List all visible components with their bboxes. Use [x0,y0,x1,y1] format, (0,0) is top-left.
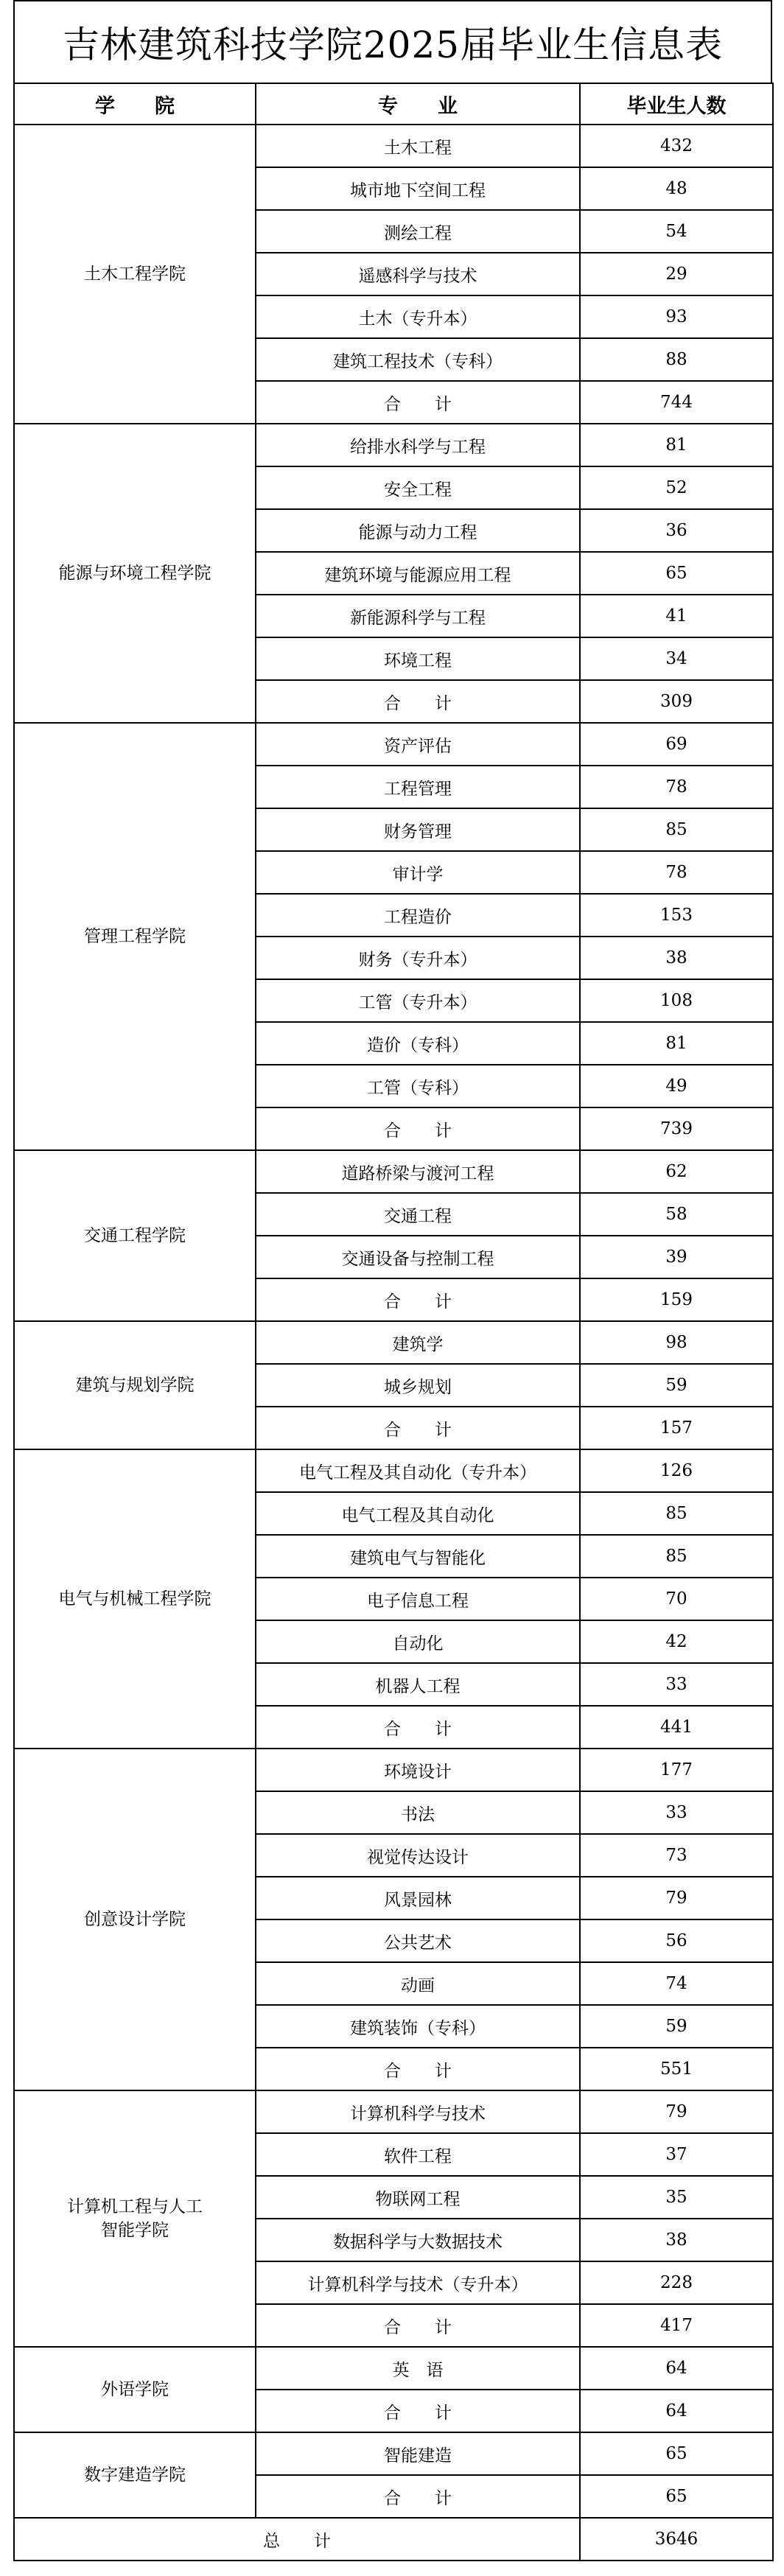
major-name: 建筑电气与智能化 [256,1535,580,1578]
table-row [14,2432,773,2475]
major-name: 土木工程 [256,125,580,167]
major-name: 安全工程 [256,466,580,509]
subtotal-label: 合 计 [256,1407,580,1449]
table-row [14,2090,773,2133]
major-name: 软件工程 [256,2133,580,2176]
table-header-row [14,83,773,125]
graduate-count: 64 [580,2347,773,2390]
subtotal-label: 合 计 [256,1278,580,1321]
graduate-count: 81 [580,1022,773,1065]
major-name: 视觉传达设计 [256,1834,580,1877]
graduate-count: 49 [580,1065,773,1107]
graduate-count: 73 [580,1834,773,1877]
major-name: 财务管理 [256,808,580,851]
graduate-count: 38 [580,2219,773,2261]
major-name: 新能源科学与工程 [256,595,580,637]
header-major: 专 业 [256,83,580,125]
college-name [14,2090,256,2347]
graduate-count: 48 [580,167,773,210]
graduate-count: 36 [580,509,773,552]
major-name: 英 语 [256,2347,580,2390]
major-name: 建筑环境与能源应用工程 [256,552,580,595]
major-name: 城乡规划 [256,1364,580,1407]
graduate-count: 228 [580,2261,773,2304]
major-name: 计算机科学与技术 [256,2090,580,2133]
graduate-count: 34 [580,637,773,680]
major-name: 建筑工程技术（专科） [256,338,580,381]
graduate-count: 79 [580,2090,773,2133]
major-name: 智能建造 [256,2432,580,2475]
graduate-count: 177 [580,1749,773,1791]
graduate-count: 74 [580,1962,773,2005]
major-name: 土木（专升本） [256,295,580,338]
header-count: 毕业生人数 [580,83,773,125]
major-name: 数据科学与大数据技术 [256,2219,580,2261]
major-name: 电气工程及其自动化（专升本） [256,1449,580,1492]
major-name: 城市地下空间工程 [256,167,580,210]
graduate-count: 153 [580,894,773,937]
subtotal-label: 合 计 [256,2048,580,2090]
major-name: 审计学 [256,851,580,894]
graduate-count: 108 [580,979,773,1022]
graduate-count: 41 [580,595,773,637]
major-name: 电气工程及其自动化 [256,1492,580,1535]
graduate-count: 85 [580,1535,773,1578]
subtotal-value: 159 [580,1278,773,1321]
subtotal-label: 合 计 [256,1706,580,1749]
major-name: 资产评估 [256,723,580,766]
major-name: 机器人工程 [256,1663,580,1706]
graduate-count: 62 [580,1150,773,1193]
major-name: 建筑装饰（专科） [256,2005,580,2048]
graduate-count: 85 [580,1492,773,1535]
graduate-count: 39 [580,1236,773,1278]
major-name: 工程管理 [256,766,580,808]
subtotal-value: 739 [580,1107,773,1150]
subtotal-label: 合 计 [256,2304,580,2347]
graduate-count: 42 [580,1620,773,1663]
graduate-count: 65 [580,2432,773,2475]
college-name: 数字建造学院 [14,2432,256,2518]
major-name: 造价（专科） [256,1022,580,1065]
graduate-count: 79 [580,1877,773,1919]
college-name-line: 计算机工程与人工 [67,2197,203,2216]
total-label: 总 计 [14,2518,580,2561]
page-title: 吉林建筑科技学院2025届毕业生信息表 [13,0,772,83]
subtotal-label: 合 计 [256,1107,580,1150]
college-name: 土木工程学院 [14,125,256,424]
subtotal-value: 65 [580,2475,773,2518]
graduate-count: 29 [580,253,773,295]
major-name: 工管（专科） [256,1065,580,1107]
graduate-count: 81 [580,424,773,466]
graduate-table [13,83,774,2561]
graduate-count: 78 [580,851,773,894]
major-name: 自动化 [256,1620,580,1663]
major-name: 环境设计 [256,1749,580,1791]
graduate-count: 54 [580,210,773,253]
major-name: 物联网工程 [256,2176,580,2219]
major-name: 给排水科学与工程 [256,424,580,466]
college-name: 交通工程学院 [14,1150,256,1321]
major-name: 交通设备与控制工程 [256,1236,580,1278]
graduate-count: 65 [580,552,773,595]
major-name: 道路桥梁与渡河工程 [256,1150,580,1193]
table-row [14,723,773,766]
table-row [14,1150,773,1193]
major-name: 测绘工程 [256,210,580,253]
college-name: 外语学院 [14,2347,256,2432]
subtotal-value: 441 [580,1706,773,1749]
major-name: 动画 [256,1962,580,2005]
subtotal-value: 417 [580,2304,773,2347]
college-name: 建筑与规划学院 [14,1321,256,1449]
major-name: 建筑学 [256,1321,580,1364]
major-name: 书法 [256,1791,580,1834]
graduate-count: 52 [580,466,773,509]
graduate-count: 432 [580,125,773,167]
major-name: 公共艺术 [256,1919,580,1962]
college-name: 能源与环境工程学院 [14,424,256,723]
table-row [14,1321,773,1364]
table-row [14,1449,773,1492]
major-name: 遥感科学与技术 [256,253,580,295]
graduate-count: 59 [580,1364,773,1407]
major-name: 交通工程 [256,1193,580,1236]
graduate-count: 88 [580,338,773,381]
major-name: 电子信息工程 [256,1578,580,1620]
major-name: 环境工程 [256,637,580,680]
table-row [14,125,773,167]
major-name: 工程造价 [256,894,580,937]
table-row [14,424,773,466]
graduate-count: 38 [580,937,773,979]
total-value: 3646 [580,2518,773,2561]
college-name: 电气与机械工程学院 [14,1449,256,1749]
table-row [14,2347,773,2390]
graduate-count: 93 [580,295,773,338]
subtotal-value: 309 [580,680,773,723]
header-college: 学 院 [14,83,256,125]
subtotal-value: 551 [580,2048,773,2090]
graduate-count: 33 [580,1663,773,1706]
graduate-count: 37 [580,2133,773,2176]
graduate-count: 70 [580,1578,773,1620]
major-name: 工管（专升本） [256,979,580,1022]
subtotal-value: 157 [580,1407,773,1449]
subtotal-label: 合 计 [256,2390,580,2432]
subtotal-label: 合 计 [256,381,580,424]
major-name: 财务（专升本） [256,937,580,979]
graduate-count: 69 [580,723,773,766]
subtotal-value: 744 [580,381,773,424]
major-name: 能源与动力工程 [256,509,580,552]
subtotal-label: 合 计 [256,680,580,723]
graduate-count: 35 [580,2176,773,2219]
graduate-count: 98 [580,1321,773,1364]
graduate-count: 85 [580,808,773,851]
graduate-count: 126 [580,1449,773,1492]
graduate-count: 58 [580,1193,773,1236]
major-name: 风景园林 [256,1877,580,1919]
graduate-count: 78 [580,766,773,808]
subtotal-value: 64 [580,2390,773,2432]
college-name: 创意设计学院 [14,1749,256,2090]
graduate-count: 56 [580,1919,773,1962]
total-row [14,2518,773,2561]
subtotal-label: 合 计 [256,2475,580,2518]
college-name-line: 智能学院 [101,2221,169,2240]
graduate-count: 33 [580,1791,773,1834]
table-row [14,1749,773,1791]
major-name: 计算机科学与技术（专升本） [256,2261,580,2304]
graduate-count: 59 [580,2005,773,2048]
college-name: 管理工程学院 [14,723,256,1150]
table-body [14,125,773,2518]
